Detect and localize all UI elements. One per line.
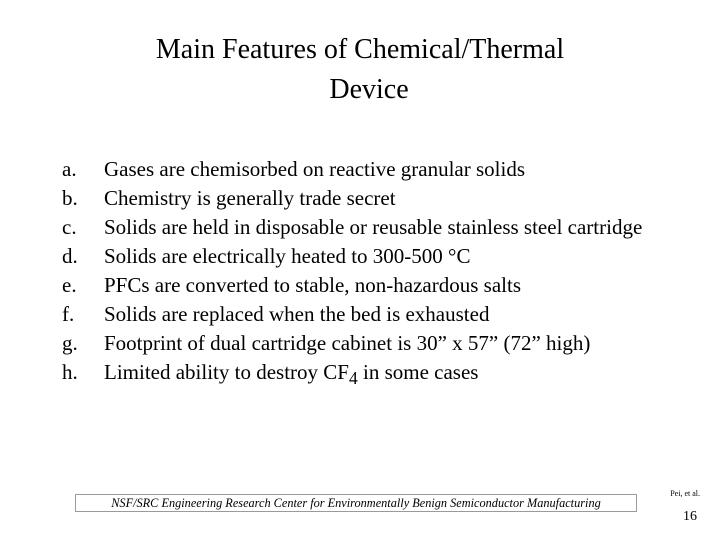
list-item	[62, 271, 702, 300]
slide-title-line-1: Main Features of Chemical/Thermal	[155, 34, 565, 65]
list-marker: c.	[62, 215, 77, 239]
footer-center-name: NSF/SRC Engineering Research Center for Environmentally Benign Semiconductor Manufacturing	[75, 494, 637, 512]
slide-title-line-2: Device	[329, 74, 409, 105]
list-item-text	[104, 360, 479, 389]
list-item-text: Solids are held in disposable or reusable stainless steel cartridge	[104, 215, 643, 239]
list-item-text-before: Limited ability to destroy CF	[104, 360, 349, 384]
list-marker: h.	[62, 360, 78, 384]
page-number: 16	[683, 509, 697, 524]
author-credit: Pei, et al.	[670, 489, 700, 498]
list-item	[62, 358, 702, 393]
list-marker: b.	[62, 186, 78, 210]
list-item	[62, 155, 702, 184]
list-marker: a.	[62, 157, 77, 181]
list-marker: e.	[62, 273, 77, 297]
list-item-text: Chemistry is generally trade secret	[104, 186, 396, 210]
list-item	[62, 242, 702, 271]
list-marker: d.	[62, 244, 78, 268]
list-item-text: Gases are chemisorbed on reactive granular solids	[104, 157, 526, 181]
list-item	[62, 329, 702, 358]
list-item	[62, 213, 702, 242]
list-item-text: Solids are electrically heated to 300-500 °C	[104, 244, 471, 268]
list-item-text: Footprint of dual cartridge cabinet is 30” x 57” (72” high)	[104, 331, 591, 355]
list-marker: f.	[62, 302, 75, 326]
list-item	[62, 300, 702, 329]
subscript: 4	[349, 368, 358, 389]
list-item-text-after: in some cases	[357, 360, 479, 384]
list-marker: g.	[62, 331, 78, 355]
slide-title	[60, 30, 660, 110]
list-item-text: Solids are replaced when the bed is exhausted	[104, 302, 490, 326]
features-list	[62, 155, 702, 393]
list-item	[62, 184, 702, 213]
list-item-text: PFCs are converted to stable, non-hazardous salts	[104, 273, 521, 297]
